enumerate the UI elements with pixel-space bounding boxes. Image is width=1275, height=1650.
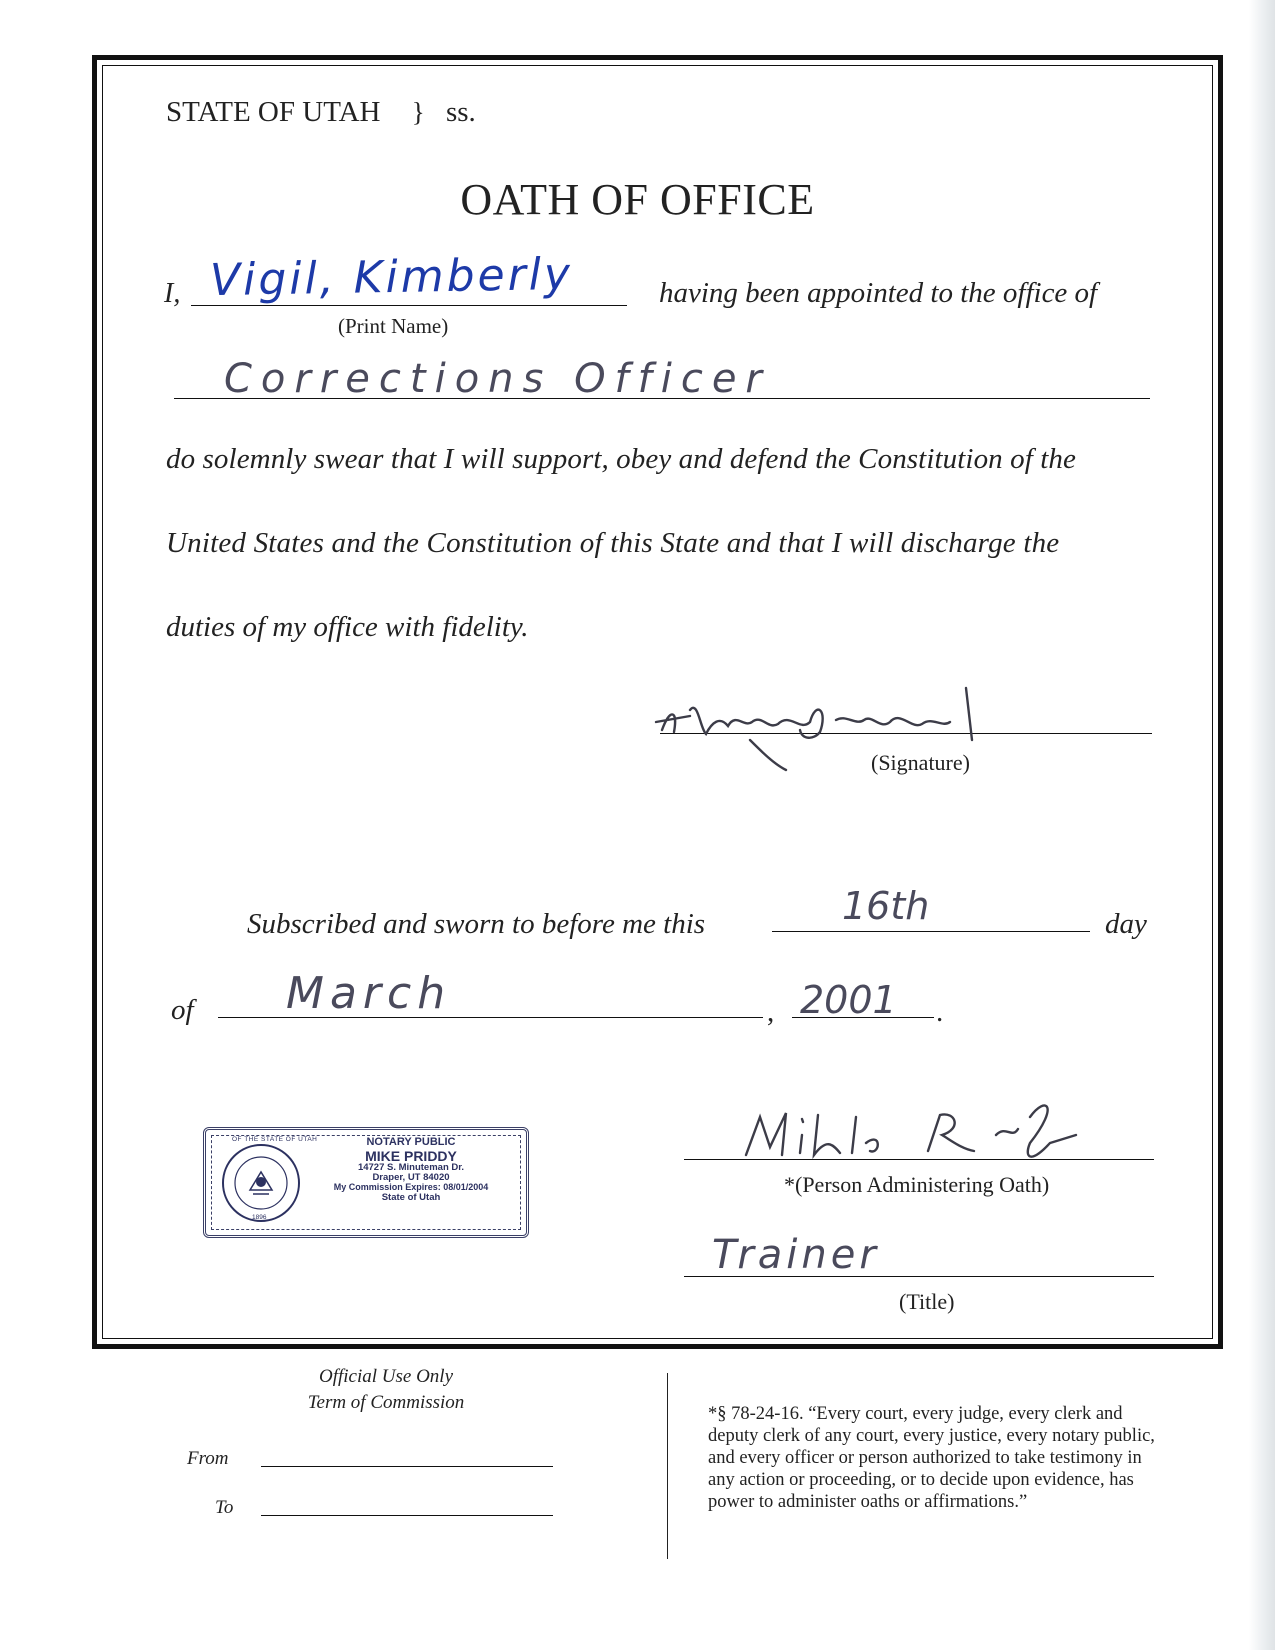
day-line [772,931,1090,932]
stamp-line1: NOTARY PUBLIC [366,1136,456,1148]
handwritten-title: Trainer [712,1232,880,1278]
handwritten-month: March [286,968,452,1019]
handwritten-office: Corrections Officer [224,356,771,402]
footnote-line-5: power to administer oaths or affirmations.” [708,1492,1028,1512]
stamp-text [306,1137,516,1203]
page-edge-shadow [1249,0,1275,1650]
handwritten-name: Vigil, Kimberly [209,248,574,307]
page-title: OATH OF OFFICE [460,175,815,224]
stamp-name: MIKE PRIDDY [365,1147,457,1164]
state-heading [166,96,476,129]
from-label: From [187,1448,229,1469]
appointed-text: having been appointed to the office of [659,277,1098,309]
year-period: . [936,996,944,1028]
seal-text: OF THE STATE OF UTAH [232,1136,318,1143]
oath-line-3: duties of my office with fidelity. [166,611,529,643]
seal-year: 1896 [252,1214,267,1221]
day-label: day [1105,908,1147,940]
state-seal-icon [220,1142,302,1224]
footnote-line-4: any action or proceeding, or to decide upon evidence, has [708,1470,1134,1490]
footnote-line-1: *§ 78-24-16. “Every court, every judge, every clerk and [708,1404,1123,1424]
brace: } [411,97,425,127]
subscribed-text: Subscribed and sworn to before me this [247,908,706,940]
stamp-address2: Draper, UT 84020 [372,1172,450,1184]
print-name-label: (Print Name) [338,314,449,338]
signature-label: (Signature) [871,750,970,775]
handwritten-year: 2001 [800,978,897,1022]
month-comma: , [767,996,775,1028]
footnote-line-3: and every officer or person authorized to take testimony in [708,1448,1142,1468]
title-label: (Title) [899,1289,955,1314]
signature-drawing [650,670,1050,775]
administrator-signature-drawing [730,1095,1130,1165]
stamp-commission: My Commission Expires: 08/01/2004 [333,1182,489,1193]
pronoun-i: I, [164,278,181,309]
oath-line-1: do solemnly swear that I will support, obey and defend the Constitution of the [166,443,1076,475]
ss-text: ss. [445,96,476,128]
from-line [261,1466,553,1467]
bottom-divider [667,1373,668,1559]
of-label: of [171,994,194,1026]
term-of-commission-heading: Term of Commission [307,1392,465,1413]
stamp-address1: 14727 S. Minuteman Dr. [357,1162,465,1174]
to-line [261,1515,553,1516]
official-use-heading: Official Use Only [318,1366,454,1387]
oath-line-2: United States and the Constitution of this State and that I will discharge the [166,527,1060,559]
notary-stamp [203,1127,529,1238]
footnote [708,1403,1155,1513]
handwritten-day: 16th [842,884,930,928]
footnote-line-2: deputy clerk of any court, every justice, every notary public, [708,1426,1155,1446]
state-name: STATE OF UTAH [166,96,381,128]
stamp-state: State of Utah [381,1191,441,1203]
to-label: To [215,1497,234,1518]
administrator-label: *(Person Administering Oath) [784,1172,1050,1197]
